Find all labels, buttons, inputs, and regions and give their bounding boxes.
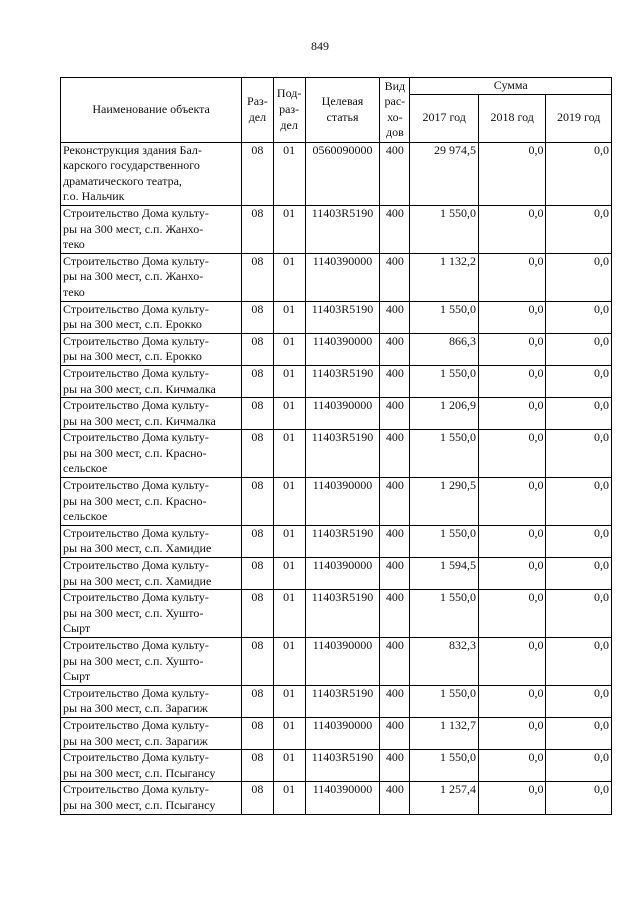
target-article-cell: 1140390000	[305, 478, 380, 526]
subsection-cell: 01	[273, 558, 305, 590]
section-cell: 08	[242, 638, 273, 686]
target-article-cell: 1140390000	[305, 717, 380, 749]
target-article-cell: 11403R5190	[305, 301, 380, 333]
table-row	[61, 525, 612, 557]
section-cell: 08	[242, 253, 273, 301]
sum-2018-cell: 0,0	[478, 253, 545, 301]
sum-2017-cell: 1 550,0	[410, 590, 478, 638]
table-row	[61, 478, 612, 526]
sum-2017-cell: 866,3	[410, 333, 478, 365]
header-year-2019: 2019 год	[546, 94, 612, 142]
sum-2017-cell: 832,3	[410, 638, 478, 686]
table-row	[61, 558, 612, 590]
target-article-cell: 0560090000	[305, 142, 380, 205]
expense-type-cell: 400	[380, 430, 410, 478]
subsection-cell: 01	[273, 365, 305, 397]
section-cell: 08	[242, 398, 273, 430]
section-cell: 08	[242, 717, 273, 749]
object-name-cell: Строительство Дома культу- ры на 300 мест, с.п. Хамидие	[61, 525, 242, 557]
target-article-cell: 1140390000	[305, 558, 380, 590]
section-cell: 08	[242, 782, 273, 814]
table-row	[61, 750, 612, 782]
sum-2018-cell: 0,0	[478, 478, 545, 526]
sum-2017-cell: 1 550,0	[410, 301, 478, 333]
sum-2017-cell: 1 550,0	[410, 750, 478, 782]
expense-type-cell: 400	[380, 782, 410, 814]
table-row	[61, 142, 612, 205]
sum-2017-cell: 1 550,0	[410, 430, 478, 478]
table-row	[61, 398, 612, 430]
sum-2017-cell: 1 257,4	[410, 782, 478, 814]
sum-2019-cell: 0,0	[546, 478, 612, 526]
subsection-cell: 01	[273, 717, 305, 749]
expense-type-cell: 400	[380, 558, 410, 590]
section-cell: 08	[242, 142, 273, 205]
sum-2019-cell: 0,0	[546, 558, 612, 590]
subsection-cell: 01	[273, 782, 305, 814]
object-name-cell: Строительство Дома культу- ры на 300 мест, с.п. Зарагиж	[61, 717, 242, 749]
table-body	[61, 142, 612, 814]
subsection-cell: 01	[273, 253, 305, 301]
target-article-cell: 11403R5190	[305, 525, 380, 557]
sum-2019-cell: 0,0	[546, 638, 612, 686]
header-sum: Сумма	[410, 78, 612, 95]
target-article-cell: 11403R5190	[305, 750, 380, 782]
object-name-cell: Строительство Дома культу- ры на 300 мест, с.п. Ерокко	[61, 333, 242, 365]
expense-type-cell: 400	[380, 717, 410, 749]
target-article-cell: 11403R5190	[305, 430, 380, 478]
sum-2019-cell: 0,0	[546, 750, 612, 782]
table-row	[61, 590, 612, 638]
sum-2018-cell: 0,0	[478, 398, 545, 430]
object-name-cell: Строительство Дома культу- ры на 300 мест, с.п. Ерокко	[61, 301, 242, 333]
sum-2017-cell: 1 132,2	[410, 253, 478, 301]
sum-2018-cell: 0,0	[478, 717, 545, 749]
object-name-cell: Строительство Дома культу- ры на 300 мест, с.п. Кичмалка	[61, 365, 242, 397]
expense-type-cell: 400	[380, 638, 410, 686]
expense-type-cell: 400	[380, 750, 410, 782]
section-cell: 08	[242, 333, 273, 365]
target-article-cell: 11403R5190	[305, 685, 380, 717]
expense-type-cell: 400	[380, 301, 410, 333]
object-name-cell: Строительство Дома культу- ры на 300 мест, с.п. Кичмалка	[61, 398, 242, 430]
sum-2017-cell: 1 550,0	[410, 525, 478, 557]
sum-2017-cell: 1 550,0	[410, 365, 478, 397]
object-name-cell: Реконструкция здания Бал- карского государственного драматического театра, г.о. Нальчик	[61, 142, 242, 205]
target-article-cell: 1140390000	[305, 638, 380, 686]
sum-2019-cell: 0,0	[546, 205, 612, 253]
sum-2019-cell: 0,0	[546, 365, 612, 397]
header-name: Наименование объекта	[61, 78, 242, 143]
object-name-cell: Строительство Дома культу- ры на 300 мест, с.п. Красно- сельское	[61, 478, 242, 526]
sum-2018-cell: 0,0	[478, 365, 545, 397]
header-subsection: Под- раз- дел	[273, 78, 305, 143]
subsection-cell: 01	[273, 638, 305, 686]
subsection-cell: 01	[273, 750, 305, 782]
object-name-cell: Строительство Дома культу- ры на 300 мест, с.п. Хамидие	[61, 558, 242, 590]
object-name-cell: Строительство Дома культу- ры на 300 мест, с.п. Хушто- Сырт	[61, 590, 242, 638]
target-article-cell: 11403R5190	[305, 205, 380, 253]
section-cell: 08	[242, 590, 273, 638]
section-cell: 08	[242, 430, 273, 478]
sum-2017-cell: 1 594,5	[410, 558, 478, 590]
sum-2018-cell: 0,0	[478, 430, 545, 478]
object-name-cell: Строительство Дома культу- ры на 300 мест, с.п. Псыгансу	[61, 782, 242, 814]
section-cell: 08	[242, 558, 273, 590]
subsection-cell: 01	[273, 398, 305, 430]
sum-2019-cell: 0,0	[546, 782, 612, 814]
table-row	[61, 301, 612, 333]
target-article-cell: 1140390000	[305, 333, 380, 365]
sum-2017-cell: 1 550,0	[410, 685, 478, 717]
sum-2018-cell: 0,0	[478, 333, 545, 365]
subsection-cell: 01	[273, 205, 305, 253]
sum-2018-cell: 0,0	[478, 782, 545, 814]
header-target: Целевая статья	[305, 78, 380, 143]
object-name-cell: Строительство Дома культу- ры на 300 мест, с.п. Зарагиж	[61, 685, 242, 717]
sum-2019-cell: 0,0	[546, 333, 612, 365]
sum-2019-cell: 0,0	[546, 301, 612, 333]
object-name-cell: Строительство Дома культу- ры на 300 мест, с.п. Жанхо- теко	[61, 205, 242, 253]
expense-type-cell: 400	[380, 205, 410, 253]
expense-type-cell: 400	[380, 685, 410, 717]
subsection-cell: 01	[273, 333, 305, 365]
object-name-cell: Строительство Дома культу- ры на 300 мест, с.п. Хушто- Сырт	[61, 638, 242, 686]
table-row	[61, 430, 612, 478]
sum-2018-cell: 0,0	[478, 525, 545, 557]
sum-2017-cell: 1 206,9	[410, 398, 478, 430]
sum-2019-cell: 0,0	[546, 525, 612, 557]
subsection-cell: 01	[273, 301, 305, 333]
budget-table	[60, 77, 612, 815]
section-cell: 08	[242, 205, 273, 253]
section-cell: 08	[242, 525, 273, 557]
subsection-cell: 01	[273, 142, 305, 205]
table-row	[61, 717, 612, 749]
sum-2018-cell: 0,0	[478, 558, 545, 590]
sum-2018-cell: 0,0	[478, 750, 545, 782]
target-article-cell: 1140390000	[305, 253, 380, 301]
sum-2017-cell: 29 974,5	[410, 142, 478, 205]
section-cell: 08	[242, 301, 273, 333]
subsection-cell: 01	[273, 430, 305, 478]
header-section: Раз- дел	[242, 78, 273, 143]
header-year-2018: 2018 год	[478, 94, 545, 142]
sum-2017-cell: 1 550,0	[410, 205, 478, 253]
table-row	[61, 333, 612, 365]
sum-2019-cell: 0,0	[546, 253, 612, 301]
sum-2019-cell: 0,0	[546, 398, 612, 430]
table-row	[61, 205, 612, 253]
object-name-cell: Строительство Дома культу- ры на 300 мест, с.п. Жанхо- теко	[61, 253, 242, 301]
expense-type-cell: 400	[380, 590, 410, 638]
target-article-cell: 1140390000	[305, 398, 380, 430]
sum-2017-cell: 1 290,5	[410, 478, 478, 526]
target-article-cell: 11403R5190	[305, 590, 380, 638]
target-article-cell: 11403R5190	[305, 365, 380, 397]
object-name-cell: Строительство Дома культу- ры на 300 мест, с.п. Псыгансу	[61, 750, 242, 782]
section-cell: 08	[242, 750, 273, 782]
subsection-cell: 01	[273, 590, 305, 638]
expense-type-cell: 400	[380, 398, 410, 430]
section-cell: 08	[242, 365, 273, 397]
table-row	[61, 685, 612, 717]
sum-2018-cell: 0,0	[478, 685, 545, 717]
sum-2018-cell: 0,0	[478, 142, 545, 205]
table-row	[61, 782, 612, 814]
expense-type-cell: 400	[380, 525, 410, 557]
subsection-cell: 01	[273, 478, 305, 526]
expense-type-cell: 400	[380, 142, 410, 205]
sum-2019-cell: 0,0	[546, 717, 612, 749]
section-cell: 08	[242, 685, 273, 717]
expense-type-cell: 400	[380, 365, 410, 397]
target-article-cell: 1140390000	[305, 782, 380, 814]
sum-2018-cell: 0,0	[478, 590, 545, 638]
expense-type-cell: 400	[380, 253, 410, 301]
sum-2019-cell: 0,0	[546, 590, 612, 638]
sum-2017-cell: 1 132,7	[410, 717, 478, 749]
sum-2018-cell: 0,0	[478, 638, 545, 686]
header-year-2017: 2017 год	[410, 94, 478, 142]
sum-2018-cell: 0,0	[478, 205, 545, 253]
subsection-cell: 01	[273, 685, 305, 717]
expense-type-cell: 400	[380, 333, 410, 365]
page-number: 849	[311, 39, 329, 53]
header-expense-type: Вид рас- хо- дов	[380, 78, 410, 143]
expense-type-cell: 400	[380, 478, 410, 526]
section-cell: 08	[242, 478, 273, 526]
sum-2019-cell: 0,0	[546, 142, 612, 205]
table-row	[61, 638, 612, 686]
sum-2018-cell: 0,0	[478, 301, 545, 333]
sum-2019-cell: 0,0	[546, 685, 612, 717]
object-name-cell: Строительство Дома культу- ры на 300 мест, с.п. Красно- сельское	[61, 430, 242, 478]
table-row	[61, 253, 612, 301]
table-row	[61, 365, 612, 397]
sum-2019-cell: 0,0	[546, 430, 612, 478]
subsection-cell: 01	[273, 525, 305, 557]
